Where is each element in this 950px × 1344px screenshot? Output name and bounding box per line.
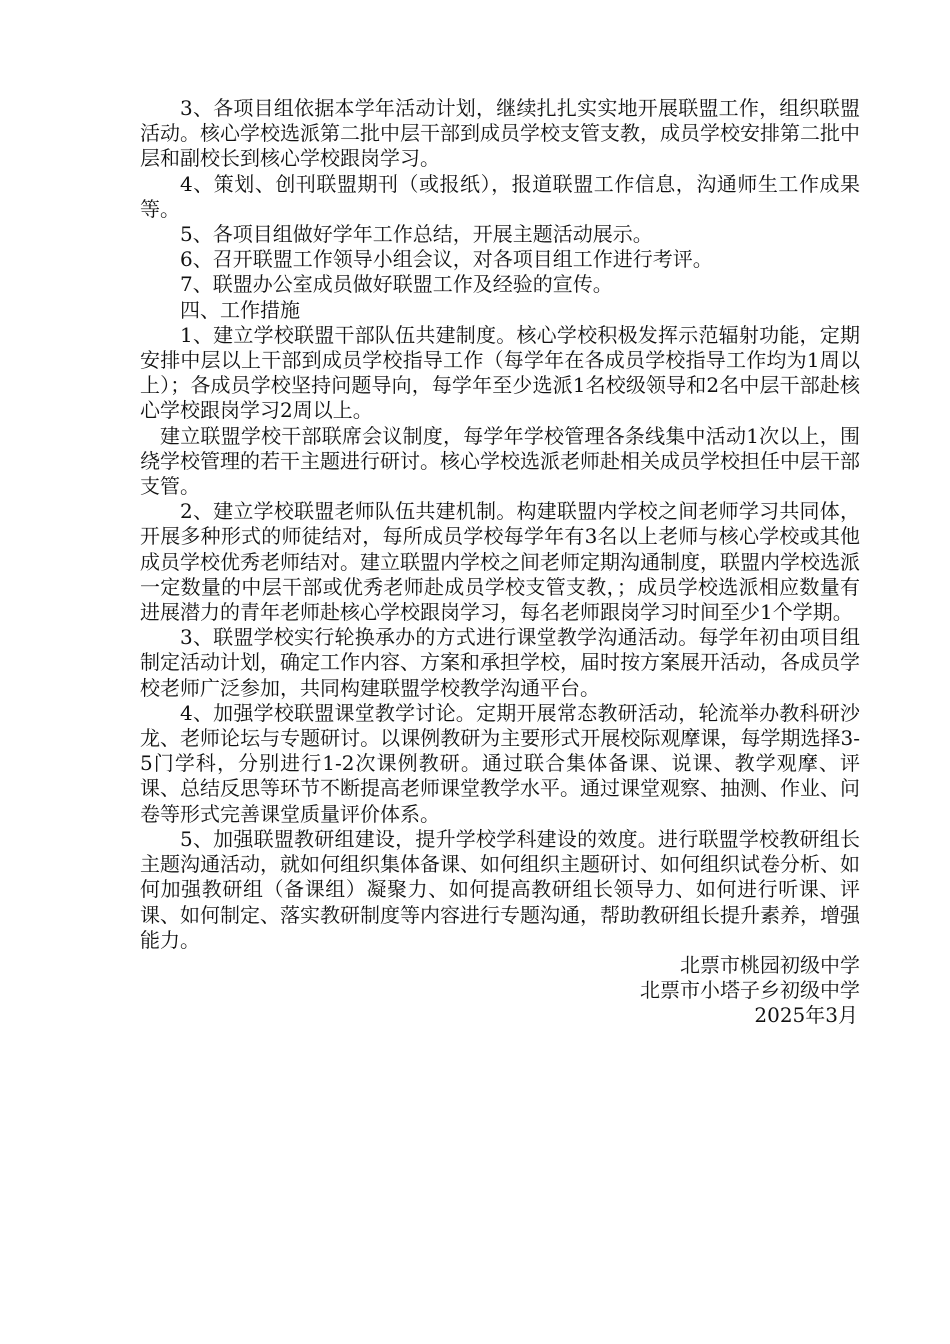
signature-school-2: 北票市小塔子乡初级中学 (640, 978, 860, 1003)
section-heading-measures: 四、工作措施 (180, 297, 300, 322)
paragraph-item-4: 4、策划、创刊联盟期刊（或报纸），报道联盟工作信息，沟通师生工作成果等。 (140, 171, 860, 221)
measure-1-continuation: 建立联盟学校干部联席会议制度，每学年学校管理各条线集中活动1次以上，围绕学校管理的若干主题进行研讨。核心学校选派老师赴相关成员学校担任中层干部支管。 (140, 423, 860, 499)
paragraph-item-5: 5、各项目组做好学年工作总结，开展主题活动展示。 (180, 222, 653, 247)
measure-4-paragraph: 4、加强学校联盟课堂教学讨论。定期开展常态教研活动，轮流举办教科研沙龙、老师论坛与专题研讨。以课例教研为主要形式开展校际观摩课，每学期选择3-5门学科，分别进行1-2次课例教研。通过联合集体备课、说课、教学观摩、评课、总结反思等环节不断提高老师课堂教学水平。通过课堂观察、抽测、作业、问卷等形式完善课堂质量评价体系。 (140, 700, 860, 826)
paragraph-item-3: 3、各项目组依据本学年活动计划，继续扎扎实实地开展联盟工作，组织联盟活动。核心学校选派第二批中层干部到成员学校支管支教，成员学校安排第二批中层和副校长到核心学校跟岗学习。 (140, 96, 860, 171)
paragraph-item-6: 6、召开联盟工作领导小组会议，对各项目组工作进行考评。 (180, 247, 713, 272)
measure-2-paragraph: 2、建立学校联盟老师队伍共建机制。构建联盟内学校之间老师学习共同体，开展多种形式的师徒结对，每所成员学校每学年有3名以上老师与核心学校或其他成员学校优秀老师结对。建立联盟内学校之间老师定期沟通制度，联盟内学校选派一定数量的中层干部或优秀老师赴成员学校支管支教，；成员学校选派相应数量有进展潜力的青年老师赴核心学校跟岗学习，每名老师跟岗学习时间至少1个学期。 (140, 499, 860, 625)
measure-5-paragraph: 5、加强联盟教研组建设，提升学校学科建设的效度。进行联盟学校教研组长主题沟通活动，就如何组织集体备课、如何组织主题研讨、如何组织试卷分析、如何加强教研组（备课组）凝聚力、如何提高教研组长领导力、如何进行听课、评课、如何制定、落实教研制度等内容进行专题沟通，帮助教研组长提升素养，增强能力。 (140, 826, 860, 952)
measure-1-paragraph: 1、建立学校联盟干部队伍共建制度。核心学校积极发挥示范辐射功能，定期安排中层以上干部到成员学校指导工作（每学年在各成员学校指导工作均为1周以上）；各成员学校坚持问题导向，每学年至少选派1名校级领导和2名中层干部赴核心学校跟岗学习2周以上。 (140, 322, 860, 423)
signature-date: 2025年3月 (754, 1003, 858, 1028)
signature-school-1: 北票市桃园初级中学 (680, 952, 860, 977)
paragraph-item-7: 7、联盟办公室成员做好联盟工作及经验的宣传。 (180, 272, 613, 297)
measure-3-paragraph: 3、联盟学校实行轮换承办的方式进行课堂教学沟通活动。每学年初由项目组制定活动计划，确定工作内容、方案和承担学校，届时按方案展开活动，各成员学校老师广泛参加，共同构建联盟学校教学沟通平台。 (140, 625, 860, 700)
document-body (140, 96, 860, 1029)
